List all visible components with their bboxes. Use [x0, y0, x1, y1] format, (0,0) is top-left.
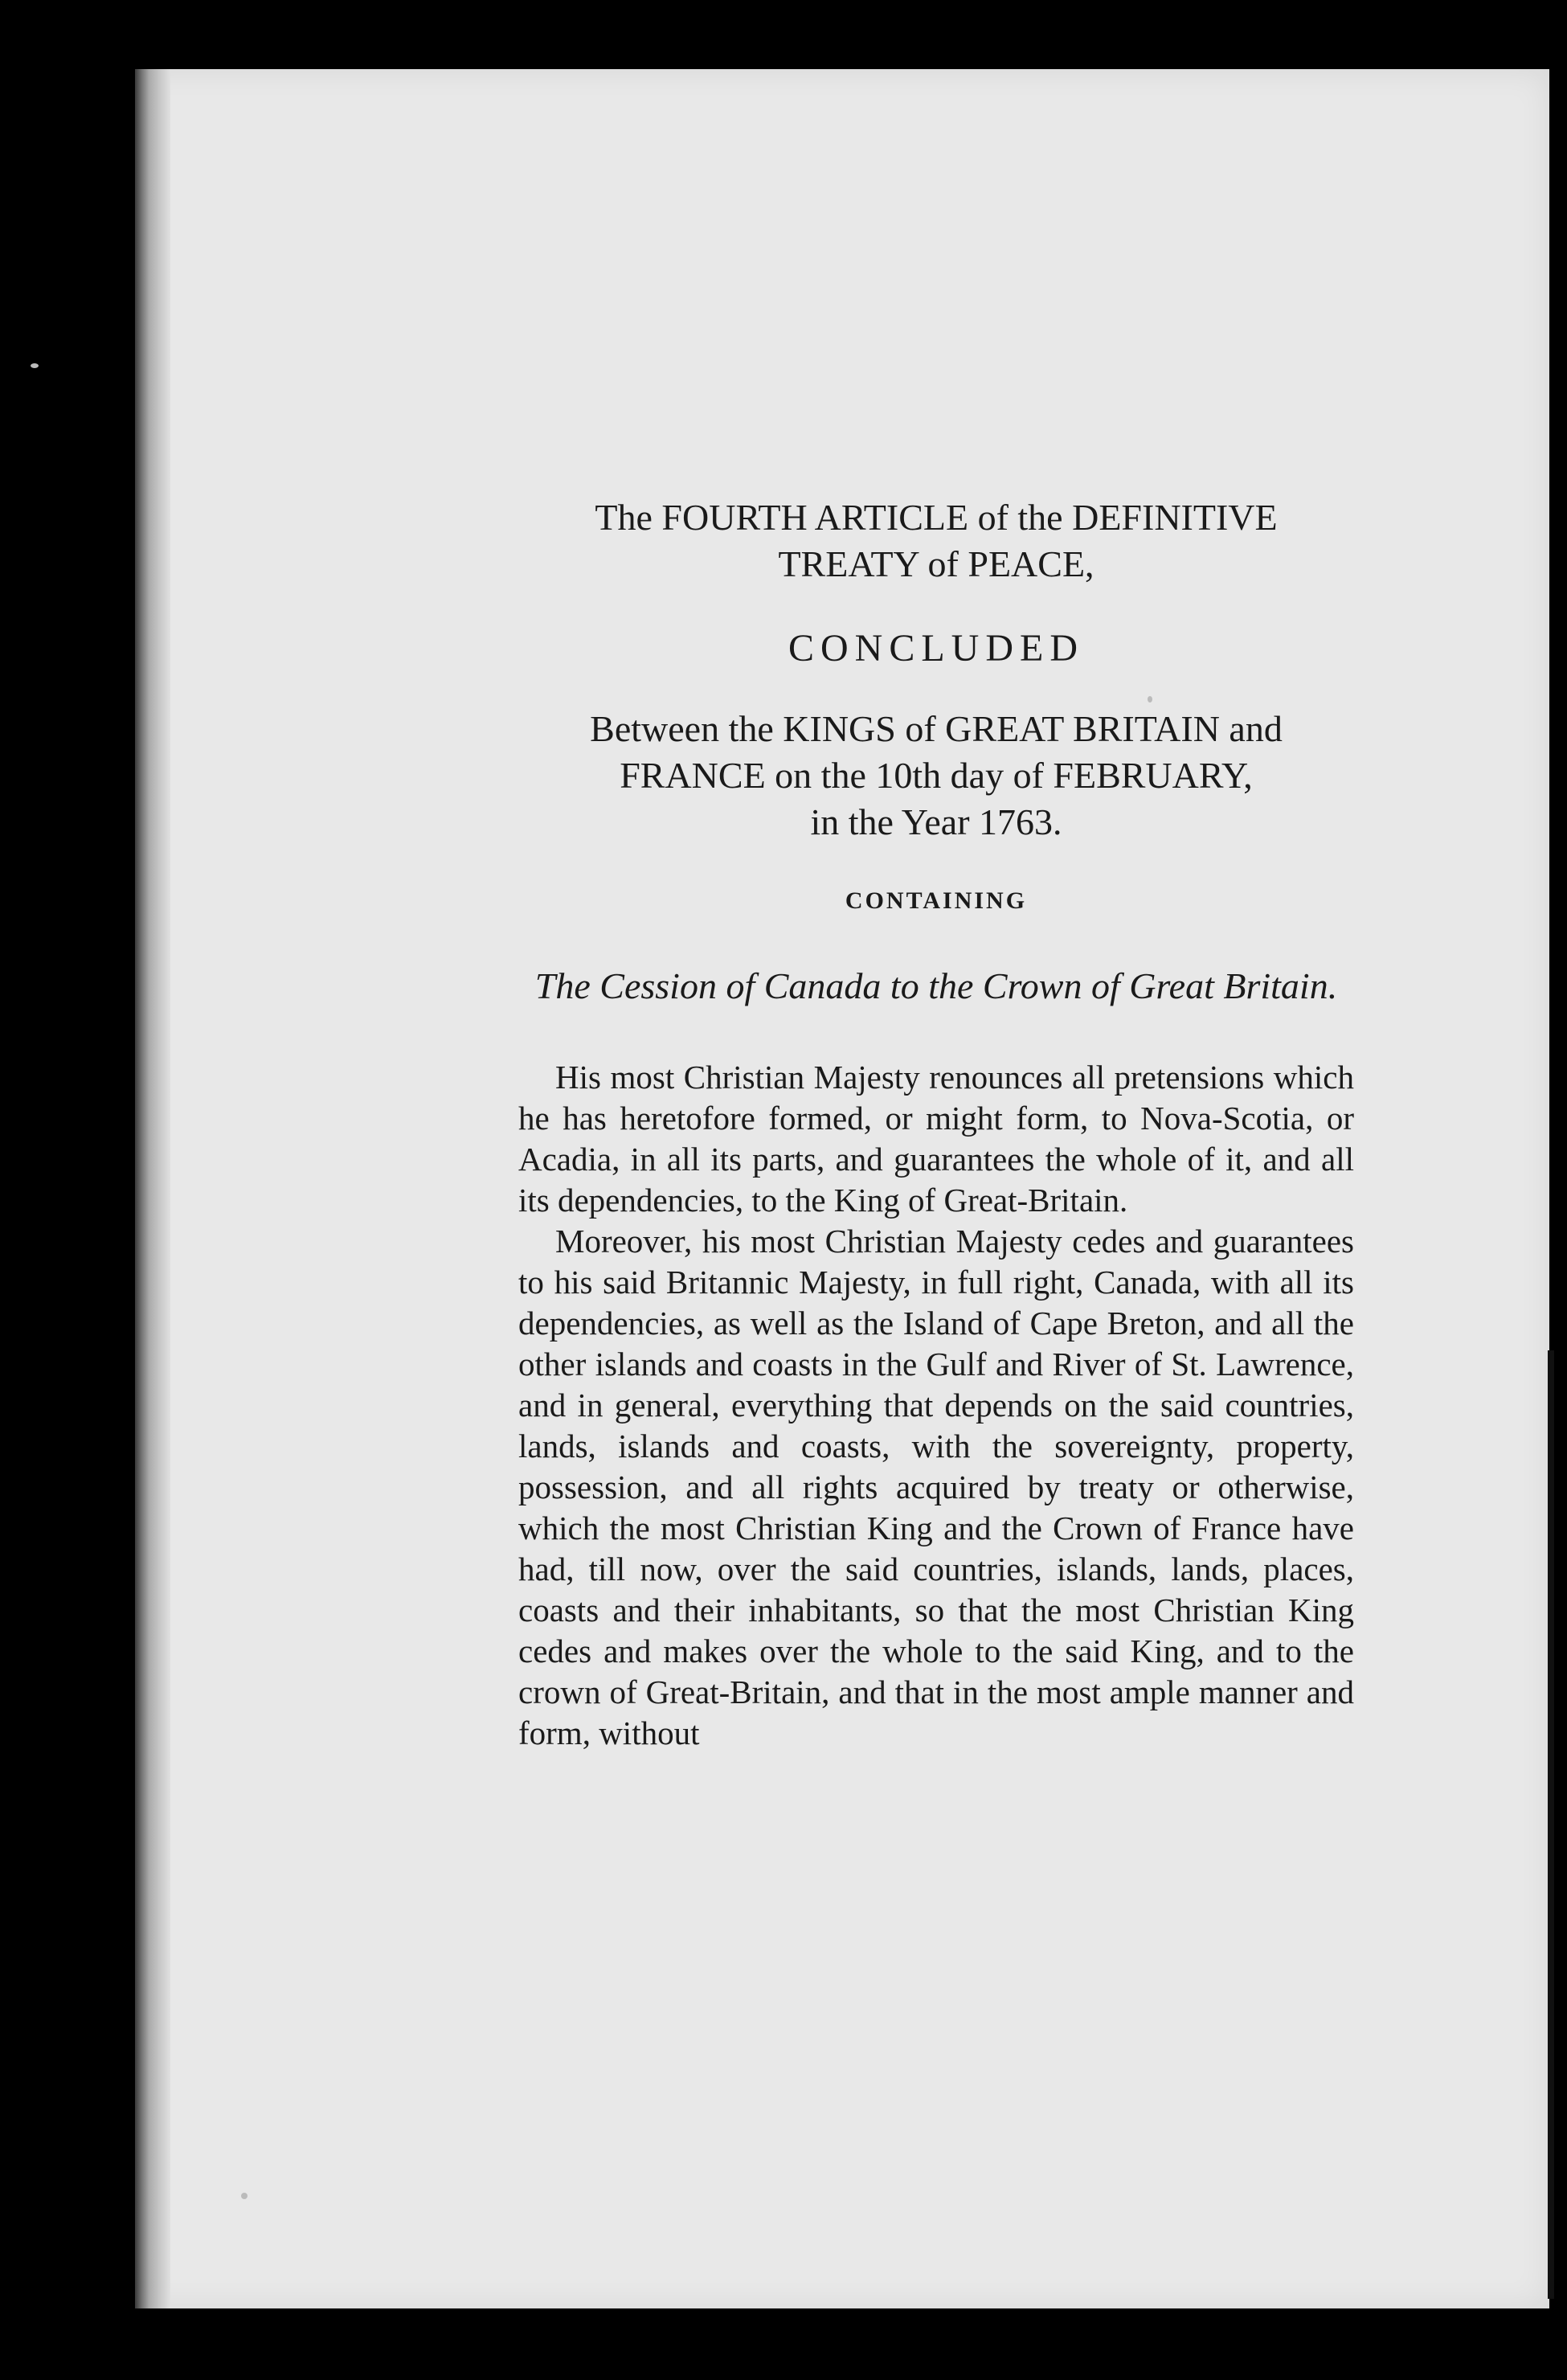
paragraph-2: Moreover, his most Christian Majesty cedes and guarantees to his said Britannic Majesty, in full right, Canada, with all its dependencies, as well as the Island of Cape Breton, and all the other islands and coasts in the Gulf and River of St. Lawrence, and in general, everything that depends on the said countries, lands, islands and coasts, with the sovereignty, property, possession, and all rights acquired by treaty or otherwise, which the most Christian King and the Crown of France have had, till now, over the said countries, islands, lands, places, coasts and their inhabitants, so that the most Christian King cedes and makes over the whole to the said King, and to the crown of Great-Britain, and that in the most ample manner and form, without [518, 1223, 1354, 1751]
paragraph-1: His most Christian Majesty renounces all pretensions which he has heretofore formed, or might form, to Nova-Scotia, or Acadia, in all its parts, and guarantees the whole of it, and all its dependencies, to the King of Great-Britain. [518, 1059, 1354, 1219]
title-line-4: FRANCE on the 10th day of FEBRUARY, [620, 755, 1253, 796]
scan-speck [31, 363, 39, 368]
article-body [518, 1057, 1354, 1754]
scan-speck [241, 2193, 248, 2199]
cession-subtitle: The Cession of Canada to the Crown of Great Britain. [534, 965, 1338, 1006]
article-text-block [518, 494, 1354, 1754]
title-line-1: The FOURTH ARTICLE of the DEFINITIVE [595, 497, 1278, 538]
page-binding-edge [135, 69, 170, 2308]
title-line-5: in the Year 1763. [810, 801, 1062, 842]
title-line-3: Between the KINGS of GREAT BRITAIN and [590, 708, 1283, 749]
concluded-heading: CONCLUDED [788, 627, 1084, 670]
containing-heading: CONTAINING [845, 887, 1028, 914]
title-line-2: TREATY of PEACE, [778, 543, 1094, 584]
page-right-edge [1548, 1350, 1554, 2299]
